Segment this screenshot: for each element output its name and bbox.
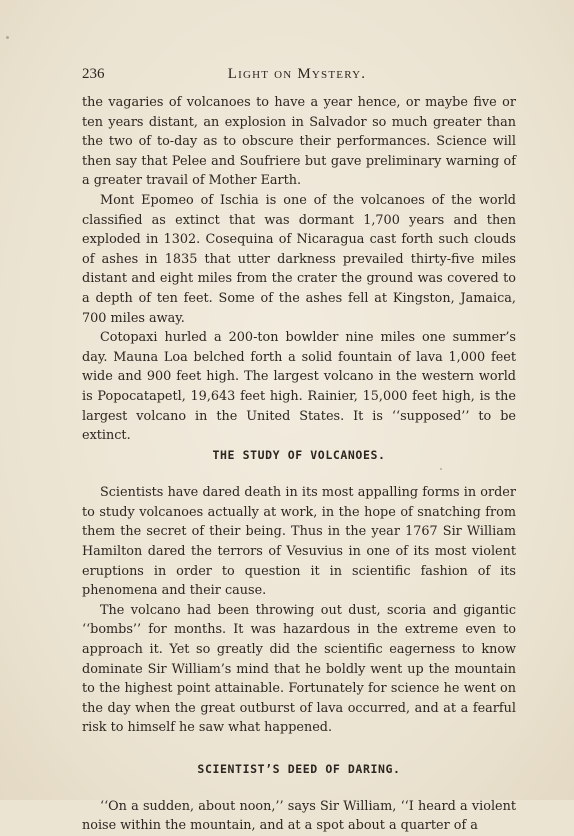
page-number: 236 — [82, 66, 105, 82]
paragraph-quote: ‘‘On a sudden, about noon,’’ says Sir William, ‘‘I heard a violent noise within the mountain, and at a spot about a quarter of a — [82, 798, 516, 834]
running-title: Light on Mystery. — [227, 66, 367, 82]
paragraph-scientists: Scientists have dared death in its most appalling forms in order to study volcanoes actually at work, in the hope of snatching from them the secret of their being. Thus in the year 1767 Sir William Hamilton dared the terrors of Vesuvius in one of its most violent eruptions in order to question it in scientific fashion of its phenomena and their cause. — [82, 485, 516, 599]
page-body — [82, 93, 516, 836]
section-heading-daring: SCIENTIST’S DEED OF DARING. — [197, 762, 401, 776]
paragraph-cotopaxi: Cotopaxi hurled a 200-ton bowlder nine miles one summer’s day. Mauna Loa belched forth a solid fountain of lava 1,000 feet wide and 900 feet high. The largest volcano in the western world is Popocatapetl, 19,643 feet high. Rainier, 15,000 feet high, is the largest volcano in the United States. It is ‘‘supposed’’ to be extinct. — [82, 330, 516, 444]
paper-speck — [6, 36, 9, 39]
paragraph-vesuvius: The volcano had been throwing out dust, scoria and gigantic ‘‘bombs’’ for months. It was hazardous in the extreme even to approach it. Yet so greatly did the scientific eagerness to know dominate Sir William’s mind that he boldly went up the mountain to the highest point attainable. Fortunately for science he went on the day when the great outburst of lava occurred, and at a fearful risk to himself he saw what happened. — [82, 602, 516, 736]
running-header — [82, 66, 512, 88]
section-heading-study: THE STUDY OF VOLCANOES. — [212, 447, 386, 462]
paragraph-epomeo: Mont Epomeo of Ischia is one of the volcanoes of the world classified as extinct that was dormant 1,700 years and then exploded in 1302. Cosequina of Nicaragua cast forth such clouds of ashes in 1835 that utter darkness prevailed thirty-five miles distant and eight miles from the crater the ground was covered to a depth of ten feet. Some of the ashes fell at Kingston, Jamaica, 700 miles away. — [82, 192, 516, 326]
paragraph-continued: the vagaries of volcanoes to have a year hence, or maybe five or ten years distant, an explosion in Salvador so much greater than the two of to-day as to obscure their performances. Science will then say that Pelee and Soufriere but gave preliminary warning of a greater travail of Mother Earth. — [82, 95, 516, 189]
